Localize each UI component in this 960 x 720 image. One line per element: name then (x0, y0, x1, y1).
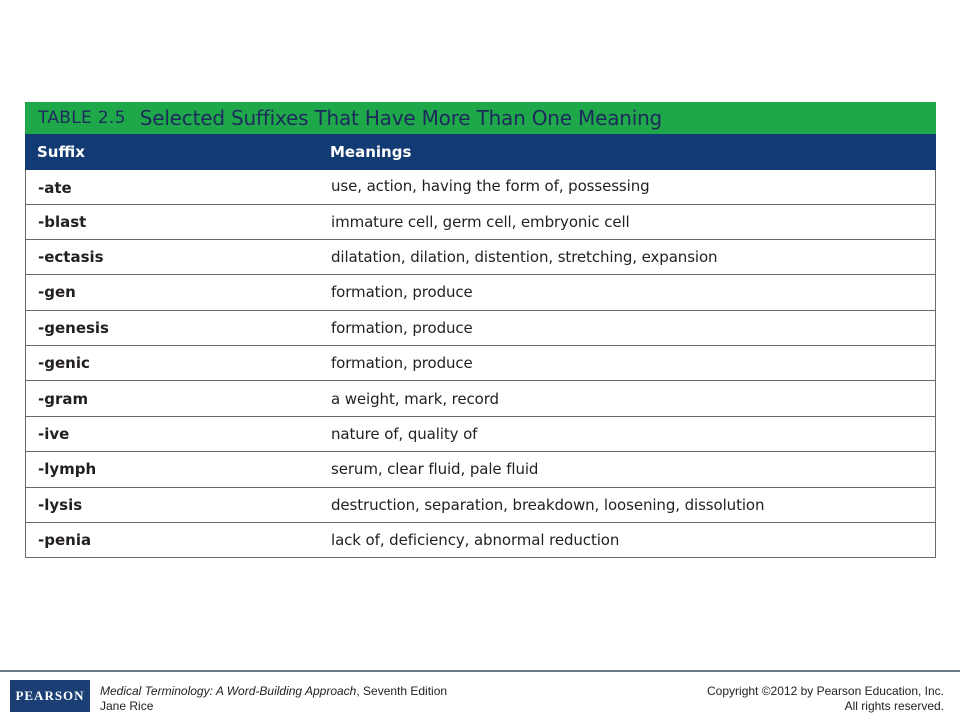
footer-divider (0, 670, 960, 672)
book-line (100, 684, 447, 699)
table-row (26, 170, 935, 205)
pearson-logo (10, 680, 90, 712)
copyright-text: Copyright ©2012 by Pearson Education, Inc. (707, 684, 944, 698)
table-header-row (25, 134, 936, 170)
suffix-cell: -ate (38, 179, 72, 197)
table-label: TABLE 2.5 (38, 108, 126, 128)
meanings-cell: use, action, having the form of, possessing (331, 177, 650, 195)
suffix-table (25, 102, 936, 558)
table-row (26, 240, 935, 275)
rights-text: All rights reserved. (844, 699, 944, 713)
book-edition: , Seventh Edition (356, 684, 448, 698)
table-title-bar (25, 102, 936, 134)
suffix-cell: -gram (38, 389, 89, 408)
logo-text: PEARSON (15, 688, 85, 703)
suffix-cell: -gen (38, 283, 76, 302)
suffix-cell: -penia (38, 531, 92, 550)
meanings-cell: immature cell, germ cell, embryonic cell (331, 212, 630, 231)
meanings-cell: formation, produce (331, 318, 473, 337)
suffix-cell: -blast (38, 212, 87, 231)
table-row (26, 381, 935, 416)
meanings-cell: destruction, separation, breakdown, loosening, dissolution (331, 495, 765, 514)
table-row (26, 417, 935, 452)
suffix-cell: -genesis (38, 318, 109, 337)
meanings-cell: lack of, deficiency, abnormal reduction (331, 531, 620, 550)
table-body (25, 170, 936, 558)
table-title: Selected Suffixes That Have More Than One Meaning (139, 106, 663, 130)
table-row (26, 452, 935, 487)
meanings-cell: nature of, quality of (331, 425, 478, 444)
column-header-suffix: Suffix (37, 143, 85, 161)
table-row (26, 311, 935, 346)
column-header-meanings: Meanings (330, 143, 412, 161)
meanings-cell: formation, produce (331, 283, 473, 302)
suffix-cell: -ectasis (38, 248, 104, 267)
table-row (26, 523, 935, 558)
table-row (26, 205, 935, 240)
meanings-cell: formation, produce (331, 354, 473, 373)
suffix-cell: -genic (38, 354, 90, 373)
book-author: Jane Rice (100, 699, 154, 713)
meanings-cell: serum, clear fluid, pale fluid (331, 460, 539, 479)
meanings-cell: a weight, mark, record (331, 389, 499, 408)
footer-copyright (707, 684, 944, 714)
table-row (26, 346, 935, 381)
table-row (26, 488, 935, 523)
suffix-cell: -lysis (38, 495, 83, 514)
footer-book-info (100, 684, 447, 714)
book-title: Medical Terminology: A Word-Building Approach (100, 684, 357, 698)
suffix-cell: -ive (38, 425, 70, 444)
table-row (26, 275, 935, 310)
suffix-cell: -lymph (38, 460, 97, 479)
meanings-cell: dilatation, dilation, distention, stretching, expansion (331, 248, 718, 267)
